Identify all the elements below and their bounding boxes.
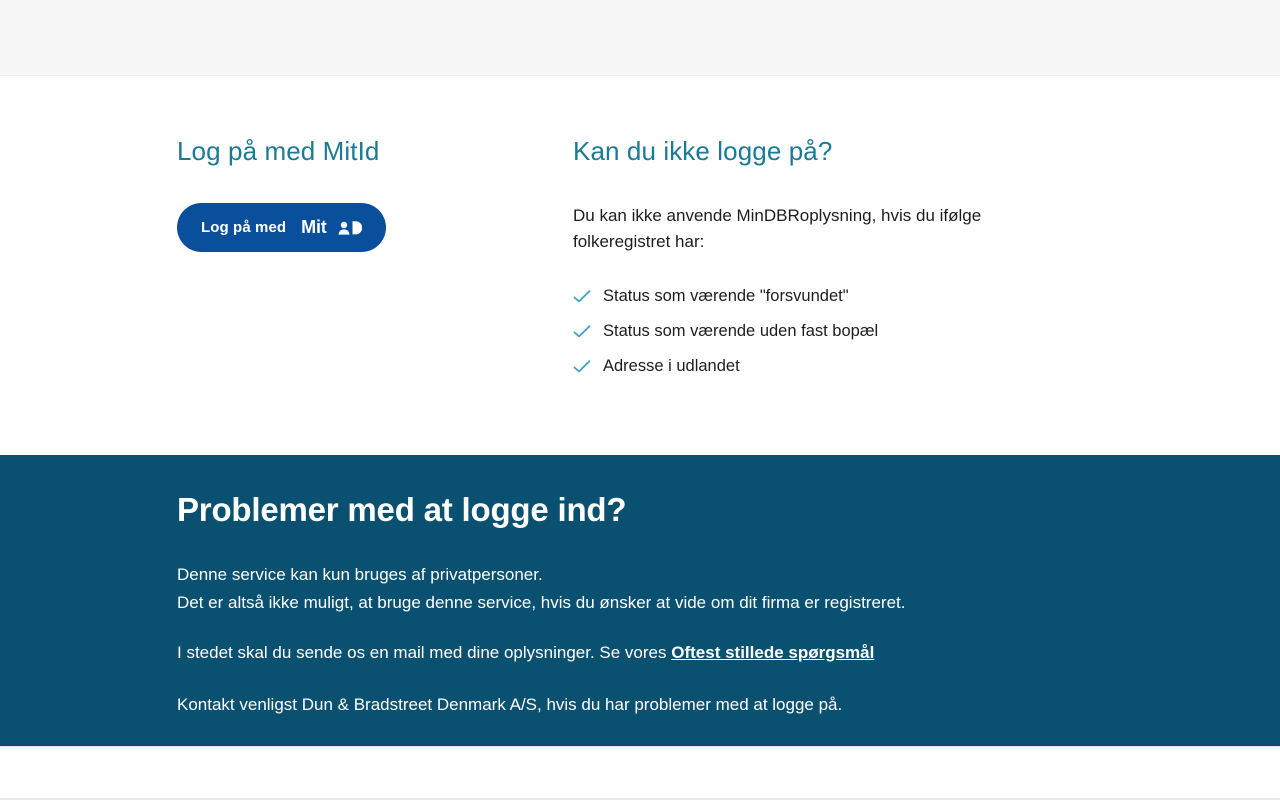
problems-line-3-prefix: I stedet skal du sende os en mail med dine oplysninger. Se vores: [177, 643, 672, 662]
problems-paragraph-1: [177, 561, 1200, 617]
problems-line-1: Denne service kan kun bruges af privatpersoner.: [177, 565, 543, 584]
help-intro-text: Du kan ikke anvende MinDBRoplysning, hvis du ifølge folkeregistret har:: [573, 206, 982, 251]
login-problems-panel: [0, 455, 1280, 746]
list-item-label: Adresse i udlandet: [603, 357, 740, 375]
mitid-brand-text: Mit: [301, 217, 327, 237]
mitid-button-label: Log på med: [201, 219, 287, 236]
footer-strip: [0, 746, 1280, 800]
login-heading: Log på med MitId: [177, 136, 380, 166]
faq-link[interactable]: Oftest stillede spørgsmål: [671, 643, 875, 662]
list-item: [573, 320, 1173, 342]
check-icon: [573, 358, 591, 376]
list-item-label: Status som værende "forsvundet": [603, 287, 849, 305]
top-header-strip: [0, 0, 1280, 76]
list-item: [573, 355, 1173, 377]
problems-heading: Problemer med at logge ind?: [177, 491, 627, 528]
list-item-label: Status som værende uden fast bopæl: [603, 322, 879, 340]
mitid-person-icon: [338, 220, 362, 236]
check-icon: [573, 288, 591, 306]
help-column: [573, 136, 1173, 390]
check-icon: [573, 323, 591, 341]
login-section: [0, 76, 1280, 455]
problems-paragraph-3: Kontakt venligst Dun & Bradstreet Denmark A/S, hvis du har problemer med at logge på.: [177, 695, 843, 714]
list-item: [573, 285, 1173, 307]
login-column: [177, 136, 537, 252]
help-heading: Kan du ikke logge på?: [573, 136, 833, 166]
help-condition-list: [573, 285, 1173, 377]
problems-line-2: Det er altså ikke muligt, at bruge denne service, hvis du ønsker at vide om dit firma er registreret.: [177, 593, 906, 612]
problems-paragraph-2: [177, 639, 1200, 667]
mitid-login-button[interactable]: [177, 203, 386, 252]
